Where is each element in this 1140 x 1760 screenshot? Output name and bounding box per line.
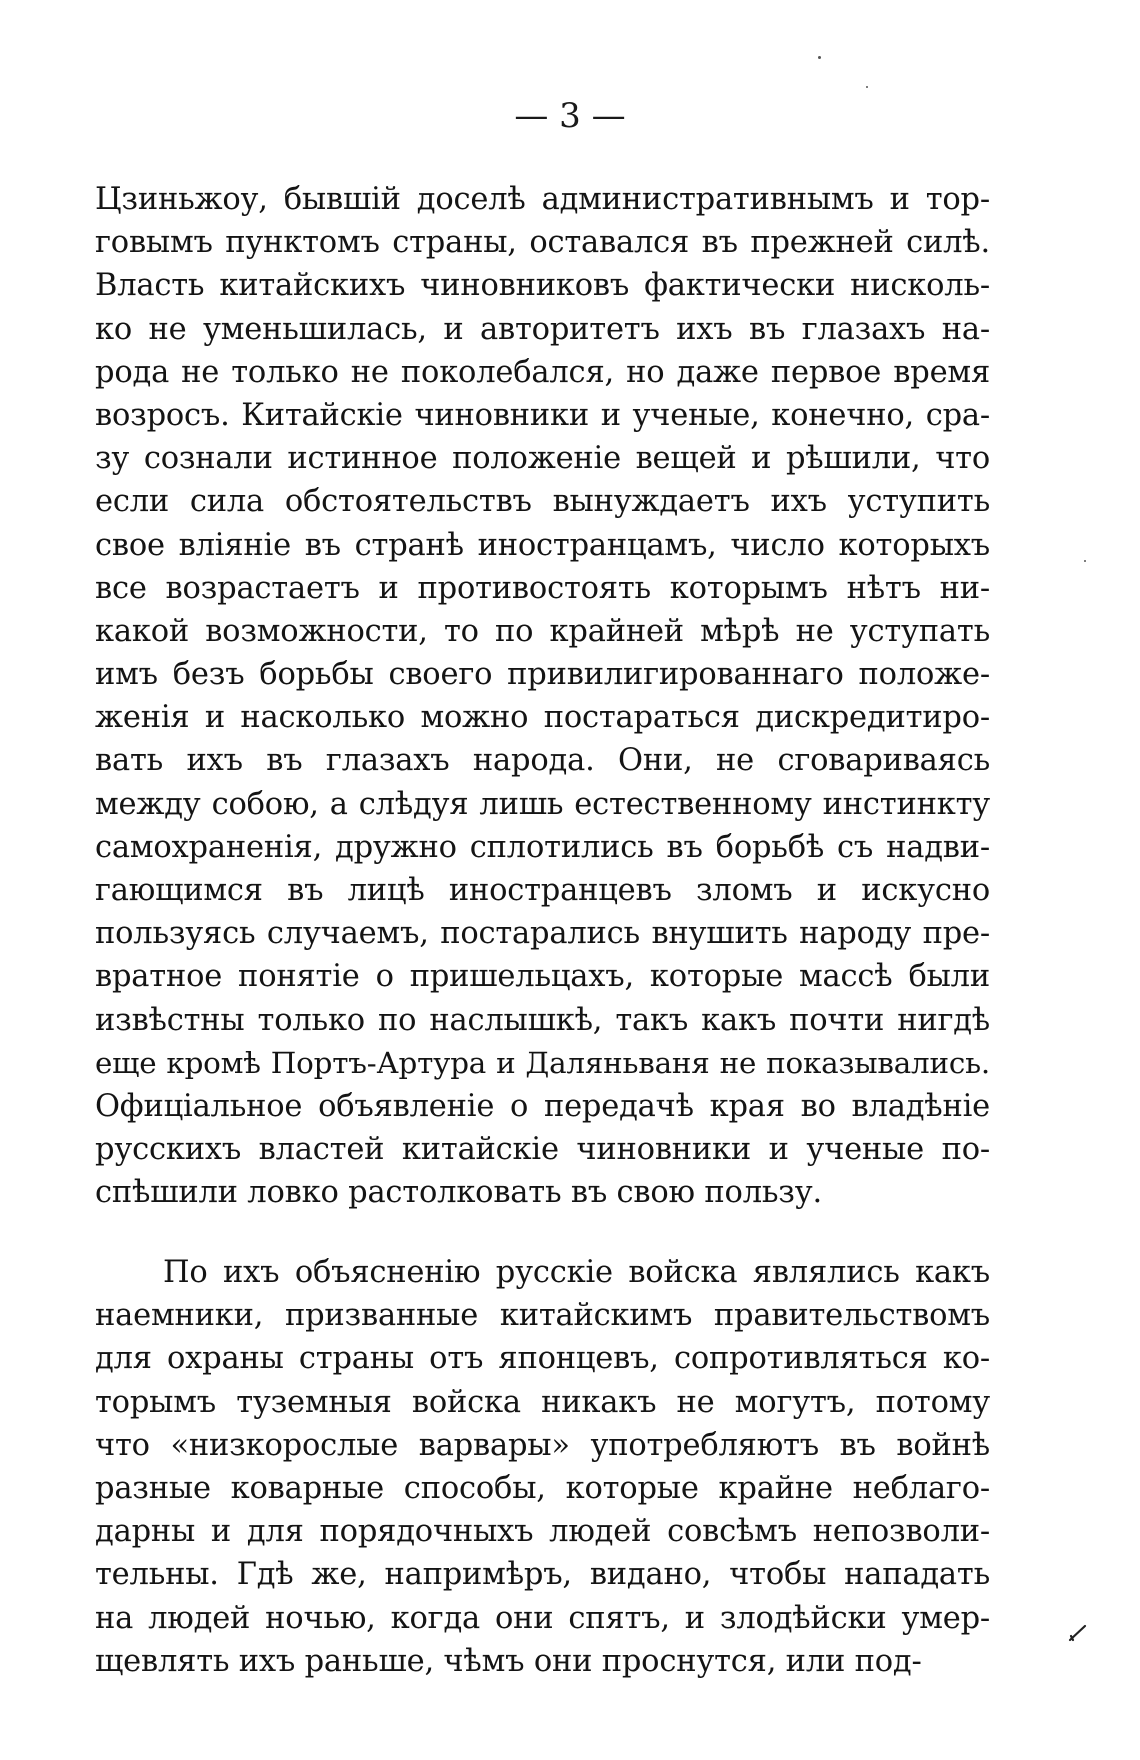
text-line: вратное понятіе о пришельцахъ, которые массѣ были <box>95 959 990 995</box>
text-line: имъ безъ борьбы своего привилигированнаго положе- <box>95 657 990 693</box>
text-line: торымъ туземныя войска никакъ не могутъ, потому <box>95 1384 990 1420</box>
text-line: на людей ночью, когда они спятъ, и злодѣйски умер- <box>95 1600 990 1636</box>
text-line: извѣстны только по наслышкѣ, такъ какъ почти нигдѣ <box>95 1002 990 1038</box>
text-line: какой возможности, то по крайней мѣрѣ не уступать <box>95 613 990 649</box>
page-number: — 3 — <box>514 96 626 136</box>
text-line: ко не уменьшилась, и авторитетъ ихъ въ глазахъ на- <box>95 311 990 347</box>
text-line: возросъ. Китайскіе чиновники и ученые, конечно, сра- <box>95 397 990 433</box>
text-line: щевлять ихъ раньше, чѣмъ они проснутся, или под- <box>95 1643 922 1679</box>
text-line: вать ихъ въ глазахъ народа. Они, не сговариваясь <box>95 743 990 779</box>
paragraph-2 <box>95 1251 990 1683</box>
scan-speck <box>818 56 821 59</box>
text-line: дарны и для порядочныхъ людей совсѣмъ непозволи- <box>95 1514 990 1550</box>
text-line: По ихъ объясненію русскіе войска являлись какъ <box>163 1255 990 1290</box>
text-line: свое вліяніе въ странѣ иностранцамъ, число которыхъ <box>95 527 990 563</box>
text-line: тельны. Гдѣ же, напримѣръ, видано, чтобы нападать <box>95 1557 990 1593</box>
text-line: Власть китайскихъ чиновниковъ фактически нисколь- <box>95 268 990 304</box>
scan-speck <box>866 86 868 88</box>
text-line: что «низкорослые варвары» употребляютъ въ войнѣ <box>95 1427 990 1463</box>
scan-speck <box>1084 560 1086 562</box>
paragraph-1 <box>95 178 990 1215</box>
text-line: спѣшили ловко растолковать въ свою пользу. <box>95 1175 822 1211</box>
text-line: разные коварные способы, которые крайне неблаго- <box>95 1470 990 1506</box>
text-line: гающимся въ лицѣ иностранцевъ зломъ и искусно <box>95 873 990 908</box>
text-line: русскихъ властей китайскіе чиновники и ученые по- <box>95 1132 990 1168</box>
text-line: пользуясь случаемъ, постарались внушить народу пре- <box>95 916 990 952</box>
text-line: зу сознали истинное положеніе вещей и рѣшили, что <box>95 441 990 477</box>
text-line: между собою, а слѣдуя лишь естественному инстинкту <box>95 786 990 822</box>
text-line: Цзиньжоу, бывшій доселѣ административнымъ и тор- <box>95 182 990 217</box>
text-line: еще кромѣ Портъ-Артура и Даляньваня не показывались. <box>95 1045 990 1080</box>
text-line: женія и насколько можно постараться дискредитиро- <box>95 700 990 736</box>
margin-pencil-mark <box>1068 1622 1088 1642</box>
text-line: Офиціальное объявленіе о передачѣ края во владѣніе <box>95 1088 990 1124</box>
text-line: наемники, призванные китайскимъ правительствомъ <box>95 1298 990 1334</box>
text-line: если сила обстоятельствъ вынуждаетъ ихъ уступить <box>95 484 990 520</box>
text-line: самохраненія, дружно сплотились въ борьбѣ съ надви- <box>95 829 990 865</box>
text-line: рода не только не поколебался, но даже первое время <box>95 354 990 390</box>
text-line: говымъ пунктомъ страны, оставался въ прежней силѣ. <box>95 225 990 261</box>
text-line: для охраны страны отъ японцевъ, сопротивляться ко- <box>95 1341 990 1377</box>
text-line: все возрастаетъ и противостоять которымъ нѣтъ ни- <box>95 570 990 606</box>
